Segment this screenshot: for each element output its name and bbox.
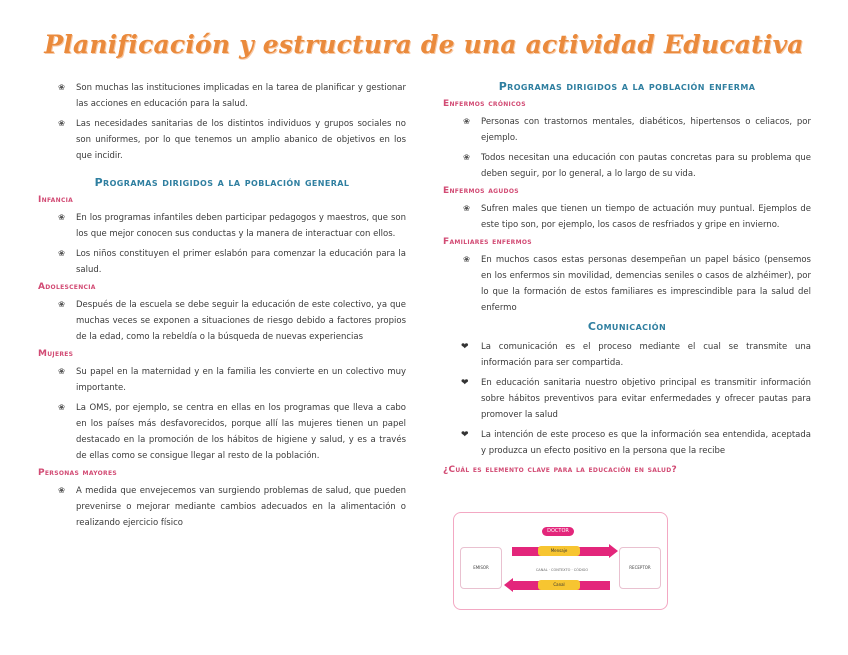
- list-item: ❤ La comunicación es el proceso mediante el cual se transmite una información para ser compartida.: [443, 339, 811, 371]
- flower-bullet-icon: ❀: [58, 300, 66, 310]
- heart-bullet-icon: ❤: [461, 430, 469, 440]
- subheading-familiares: Familiares enfermos: [443, 237, 532, 247]
- subheading-infancia: Infancia: [38, 195, 74, 205]
- page-title: Planificación y estructura de una actividad Educativa: [44, 30, 804, 59]
- flower-bullet-icon: ❀: [463, 255, 471, 265]
- flower-bullet-icon: ❀: [58, 213, 66, 223]
- subheading-cronicos: Enfermos crónicos: [443, 99, 526, 109]
- flower-bullet-icon: ❀: [58, 119, 66, 129]
- list-item: ❀ En muchos casos estas personas desempeñan un papel básico (pensemos en los enfermos sin movilidad, demencias seniles o casos de alzhéimer), por lo que la formación de estos familiares es imprescindible para la salud del enfermo: [443, 252, 811, 316]
- flower-bullet-icon: ❀: [58, 249, 66, 259]
- subheading-mujeres: Mujeres: [38, 349, 74, 359]
- heart-bullet-icon: ❤: [461, 378, 469, 388]
- right-column: [443, 80, 811, 480]
- communication-diagram: [453, 512, 668, 610]
- diagram-middle-text: CANAL · CONTEXTO · CÓDIGO: [535, 568, 589, 572]
- diagram-top-chip: Mensaje: [538, 546, 580, 556]
- list-item: ❤ En educación sanitaria nuestro objetivo principal es transmitir información sobre hábitos preventivos para evitar enfermedades y ofrecer pautas para promover la salud: [443, 375, 811, 423]
- list-item: ❀ Su papel en la maternidad y en la familia les convierte en un colectivo muy importante.: [38, 364, 406, 396]
- list-item: ❤ La intención de este proceso es que la información sea entendida, aceptada y produzca un efecto positivo en la persona que la recibe: [443, 427, 811, 459]
- cronicos-list: [443, 114, 811, 182]
- list-item: ❀ Las necesidades sanitarias de los distintos individuos y grupos sociales no son uniformes, por lo que tenemos un amplio abanico de objetivos en los que incidir.: [38, 116, 406, 164]
- list-item: ❀ Todos necesitan una educación con pautas concretas para su problema que deben seguir, por lo general, a lo largo de su vida.: [443, 150, 811, 182]
- flower-bullet-icon: ❀: [463, 204, 471, 214]
- subheading-adolescencia: Adolescencia: [38, 282, 96, 292]
- section-title-comunicacion: Comunicación: [587, 320, 667, 333]
- subheading-mayores: Personas mayores: [38, 468, 117, 478]
- comunicacion-list: [443, 339, 811, 459]
- adolescencia-list: [38, 297, 406, 345]
- flower-bullet-icon: ❀: [58, 403, 66, 413]
- diagram-pill: DOCTOR: [542, 527, 574, 536]
- diagram-emisor: EMISOR: [460, 547, 502, 589]
- flower-bullet-icon: ❀: [463, 153, 471, 163]
- list-item: ❀ A medida que envejecemos van surgiendo problemas de salud, que pueden prevenirse o mejorar mediante cambios adecuados en la alimentación o realizando ejercicio físico: [38, 483, 406, 531]
- list-item: ❀ En los programas infantiles deben participar pedagogos y maestros, que son los que mejor conocen sus conductas y la manera de interactuar con ellos.: [38, 210, 406, 242]
- list-item: ❀ Son muchas las instituciones implicadas en la tarea de planificar y gestionar las acciones en educación para la salud.: [38, 80, 406, 112]
- heart-bullet-icon: ❤: [461, 342, 469, 352]
- infancia-list: [38, 210, 406, 278]
- flower-bullet-icon: ❀: [58, 367, 66, 377]
- list-item: ❀ Después de la escuela se debe seguir la educación de este colectivo, ya que muchas veces se exponen a situaciones de riesgo debido a factores propios de la edad, como la rebeldía o la búsqueda de nuevas experiencias: [38, 297, 406, 345]
- agudos-list: [443, 201, 811, 233]
- flower-bullet-icon: ❀: [58, 486, 66, 496]
- list-item: ❀ Los niños constituyen el primer eslabón para comenzar la educación para la salud.: [38, 246, 406, 278]
- diagram-receptor: RECEPTOR: [619, 547, 661, 589]
- list-item: ❀ Personas con trastornos mentales, diabéticos, hipertensos o celiacos, por ejemplo.: [443, 114, 811, 146]
- flower-bullet-icon: ❀: [463, 117, 471, 127]
- section-title-enferma: Programas dirigidos a la población enferma: [498, 80, 756, 93]
- familiares-list: [443, 252, 811, 316]
- list-item: ❀ La OMS, por ejemplo, se centra en ellas en los programas que lleva a cabo en los países más desfavorecidos, porque allí las mujeres tienen un papel destacado en la promoción de los hábitos de higiene y salud, y es a través de ellas como se consigue llegar al resto de la población.: [38, 400, 406, 464]
- section-title-general: Programas dirigidos a la población general: [94, 176, 350, 189]
- flower-bullet-icon: ❀: [58, 83, 66, 93]
- mayores-list: [38, 483, 406, 531]
- subheading-agudos: Enfermos agudos: [443, 186, 519, 196]
- mujeres-list: [38, 364, 406, 464]
- question-heading: ¿Cuál es elemento clave para la educación en salud?: [443, 465, 678, 475]
- left-column: [38, 80, 406, 535]
- diagram-bottom-chip: Canal: [538, 580, 580, 590]
- list-item: ❀ Sufren males que tienen un tiempo de actuación muy puntual. Ejemplos de este tipo son, por ejemplo, los casos de resfriados y gripe en invierno.: [443, 201, 811, 233]
- intro-list: [38, 80, 406, 164]
